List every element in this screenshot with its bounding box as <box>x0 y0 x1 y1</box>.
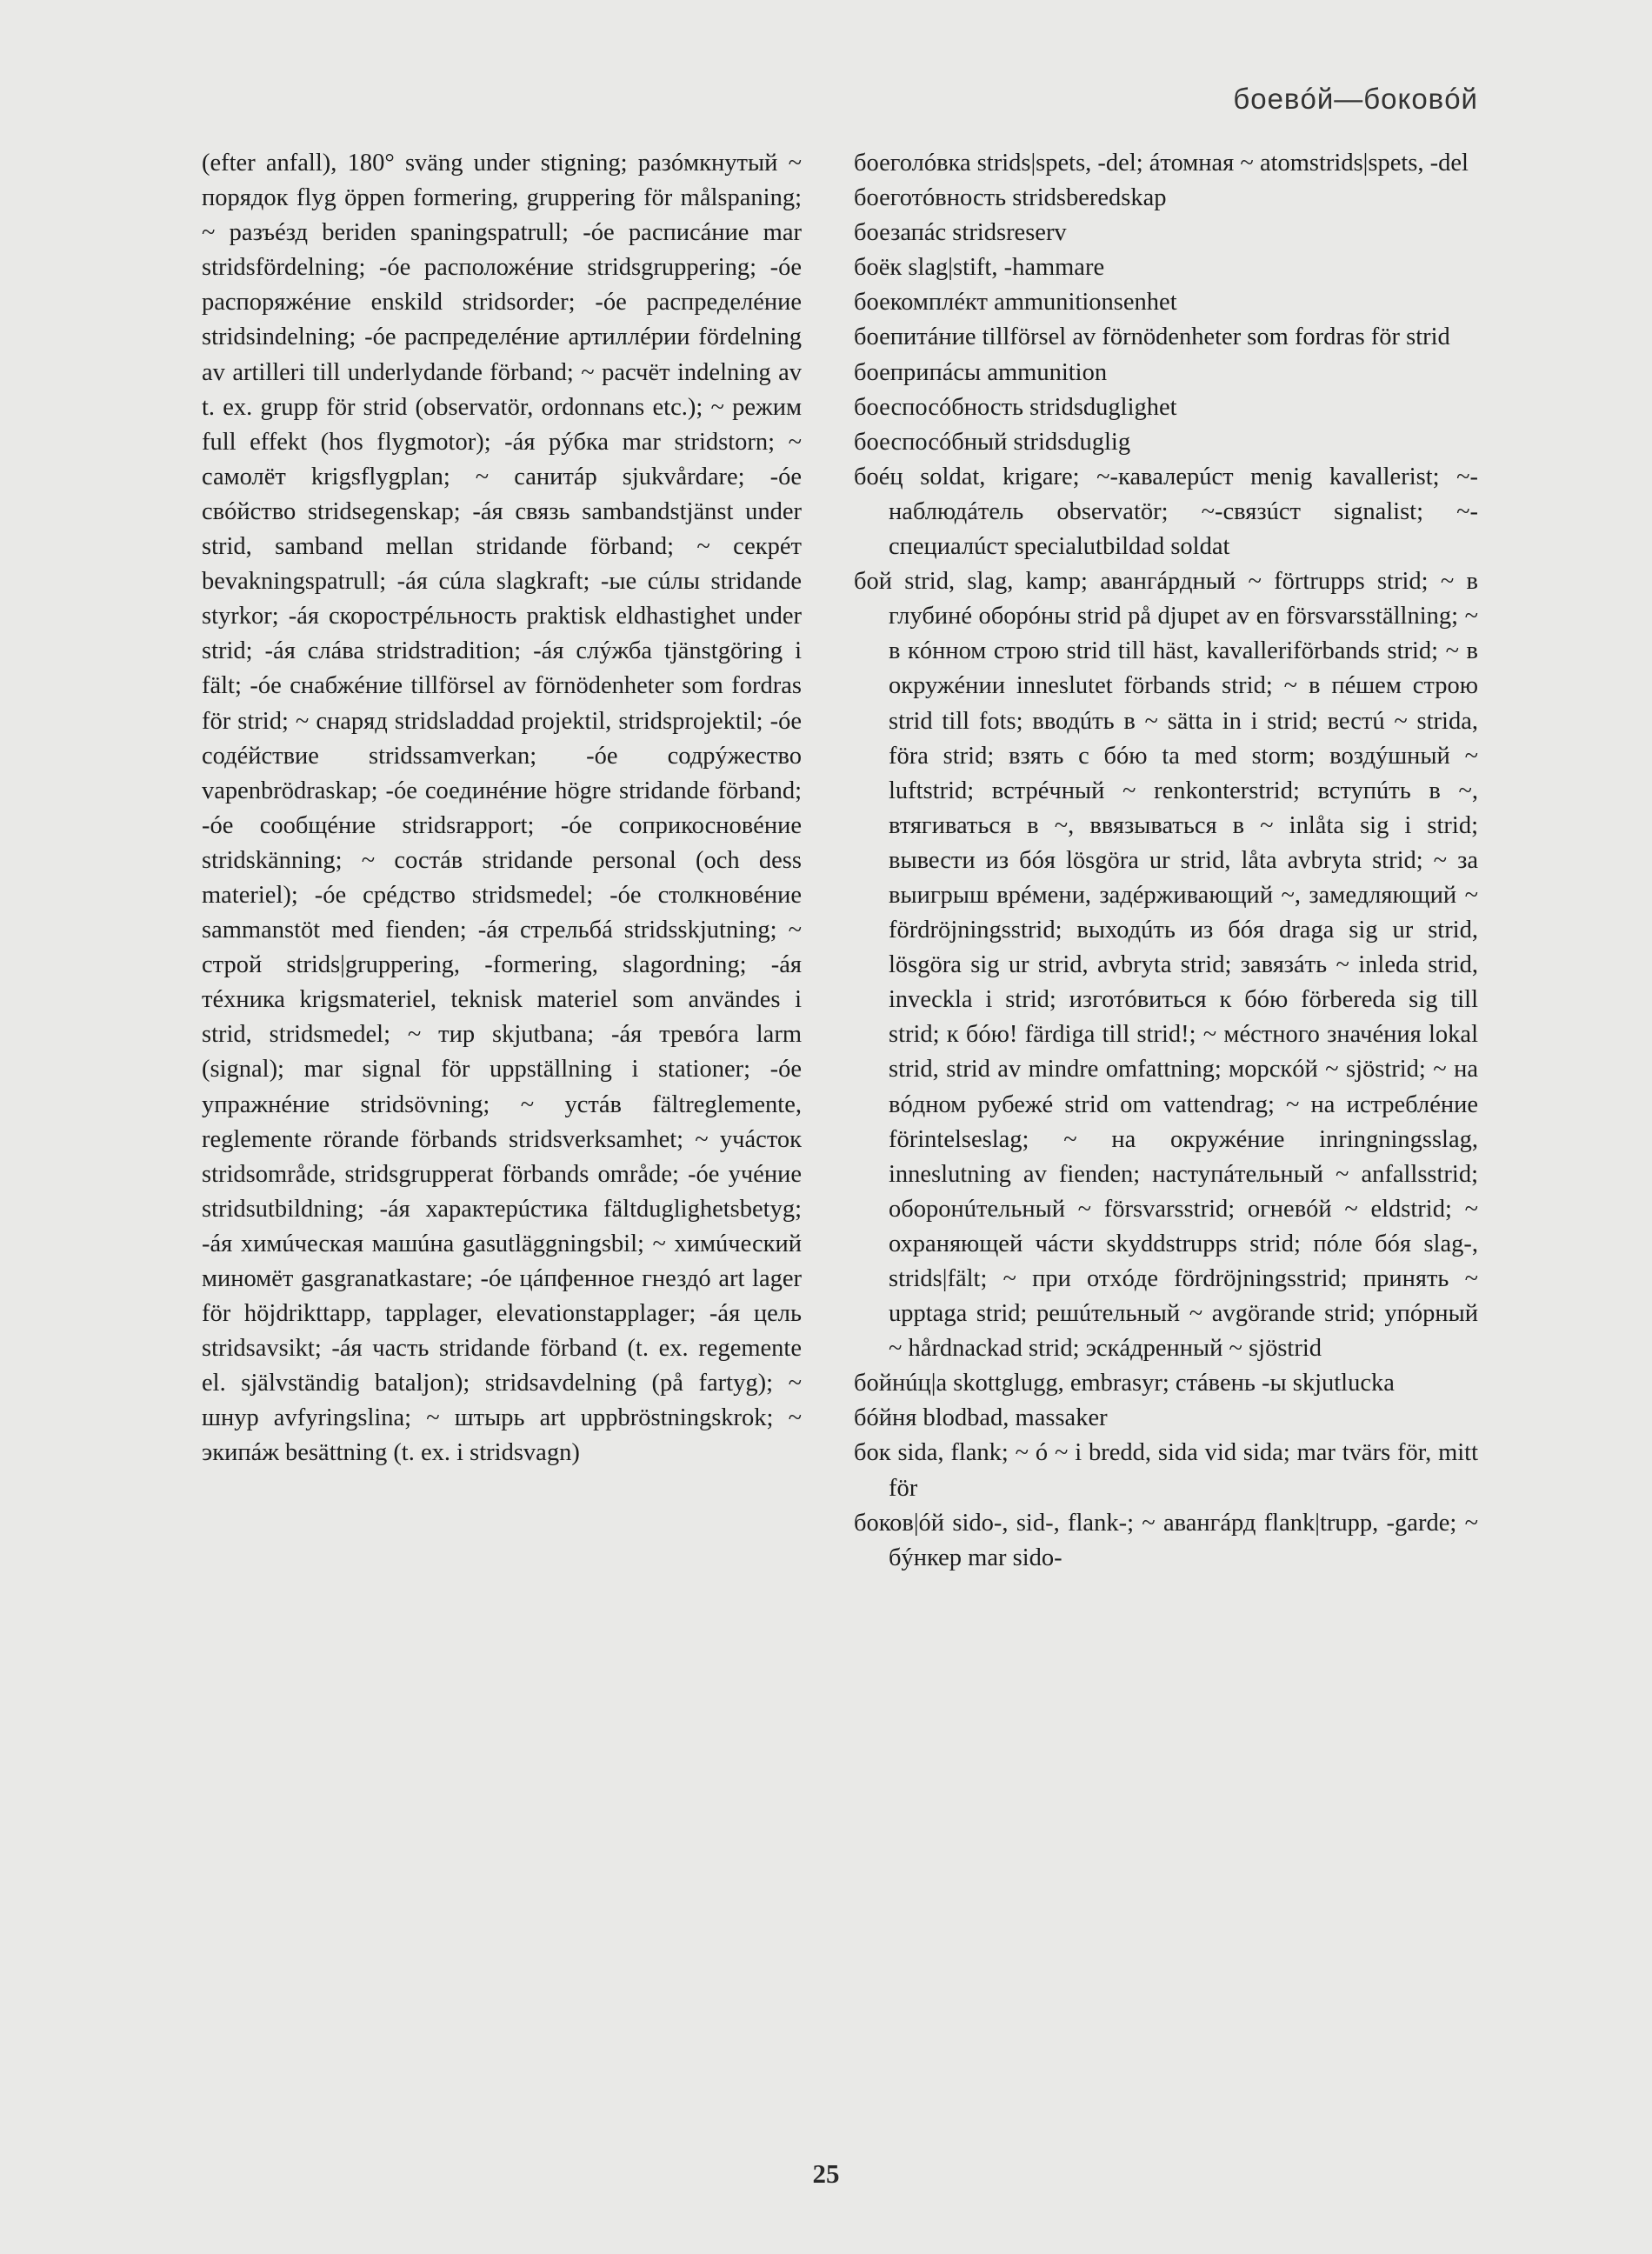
page-number: 25 <box>812 2158 840 2189</box>
entry-boekomplekt: боекомплéкт ammunitionsenhet <box>854 289 1177 317</box>
entry-boepripasy: боеприпáсы ammunition <box>854 358 1108 386</box>
entry-boynitsa: бойнúц|а skottglugg, embrasyr; стáвень -ы skjutlucka <box>854 1370 1395 1397</box>
entry-boegotovnost: боеготóвность stridsberedskap <box>854 184 1167 212</box>
right-column <box>854 146 1478 1576</box>
entry-boesposobnost: боеспосóбность stridsduglighet <box>854 393 1177 421</box>
left-column <box>202 146 802 1471</box>
entry-boesposobny: боеспосóбный stridsduglig <box>854 428 1131 456</box>
entry-continuation: (efter anfall), 180° sväng under stigning; разóмкнутый ~ порядок flyg öppen formering, gruppering för målspaning; ~ разъéзд beriden spaningspatrull; -óе расписáние mar stridsfördelning; -óе расположéние stridsgruppering; -óе распоряжéние enskild stridsorder; -óе распределéние stridsindelning; -óе распределéние артиллéрии fördelning av artilleri till underlydande förband; ~ расчёт indelning av t. ex. grupp för strid (observatör, ordonnans etc.); ~ режим full effekt (hos flygmotor); -áя рýбка mar stridstorn; ~ самолёт krigsflygplan; ~ санитáр sjukvårdare; -óе свóйство stridsegenskap; -áя связь sambandstjänst under strid, samband mellan stridande förband; ~ секрéт bevakningspatrull; -áя сúла slagkraft; -ые сúлы stridande styrkor; -áя скорострéльность praktisk eldhastighet under strid; -áя слáва stridstradition; -áя слýжба tjänstgöring i fält; -óе снабжéние tillförsel av förnödenheter som fordras för strid; ~ снаряд stridsladdad projektil, stridsprojektil; -óе содéйствие stridssamverkan; -óе содрýжество vapenbrödraskap; -óе соединéние högre stridande förband; -óе сообщéние stridsrapport; -óе соприкосновéние stridskänning; ~ состáв stridande personal (och dess materiel); -óе срéдство stridsmedel; -óе столкновéние sammanstöt med fienden; -áя стрельбá stridsskjutning; ~ строй strids|gruppering, -formering, slagordning; -áя тéхника krigsmateriel, teknisk materiel som användes i strid, stridsmedel; ~ тир skjutbana; -áя тревóга larm (signal); mar signal för uppställning i stationer; -óе упражнéние stridsövning; ~ устáв fältreglemente, reglemente rörande förbands stridsverksamhet; ~ учáсток stridsområde, stridsgrupperat förbands område; -óе учéние stridsutbildning; -áя характерúстика fältduglighetsbetyg; -áя химúческая машúна gasutläggningsbil; ~ химúческий миномёт gasgranatkastare; -óе цáпфенное гнездó art lager för höjdrikttapp, tapplager, elevationstapplager; -áя цель stridsavsikt; -áя часть stridande förband (t. ex. regemente el. självständig bataljon); stridsavdelning (på fartyg); ~ шнур avfyringslina; ~ штырь art uppbröstningskrok; ~ экипáж besättning (t. ex. i stridsvagn) <box>202 150 802 1467</box>
entry-bokovoy: боков|óй sido-, sid-, flank-; ~ авангáрд flank|trupp, -garde; ~ бýнкер mar sido- <box>854 1509 1478 1571</box>
entry-boyok: боёк slag|stift, -hammare <box>854 254 1105 282</box>
entry-boepitanie: боепитáние tillförsel av förnödenheter som fordras för strid <box>854 323 1450 351</box>
entry-boynya: бóйня blodbad, massaker <box>854 1404 1108 1432</box>
entry-boy: бой strid, slag, kamp; авангáрдный ~ förtrupps strid; ~ в глубинé оборóны strid på djupet av en försvarsställning; ~ в кóнном строю strid till häst, kavalleriförbands strid; ~ в окружéнии inneslutet förbands strid; ~ в пéшем строю strid till fots; вводúть в ~ sätta in i strid; вестú ~ strida, föra strid; взять с бóю ta med storm; воздýшный ~ luftstrid; встрéчный ~ renkonterstrid; вступúть в ~, втягиваться в ~, ввязываться в ~ inlåta sig i strid; вывести из бóя lösgöra ur strid, låta avbryta strid; ~ за выигрыш врéмени, задéрживающий ~, замедляющий ~ fördröjningsstrid; выходúть из бóя draga sig ur strid, lösgöra sig ur strid, avbryta strid; завязáть ~ inleda strid, inveckla i strid; изготóвиться к бóю förbereda sig till strid; к бóю! färdiga till strid!; ~ мéстного значéния lokal strid, strid av mindre omfattning; морскóй ~ sjöstrid; ~ на вóдном рубежé strid om vattendrag; ~ на истреблéние förintelseslag; ~ на окружéние inringningsslag, inneslutning av fienden; наступáтельный ~ anfallsstrid; оборонúтельный ~ försvarsstrid; огневóй ~ eldstrid; ~ охраняющей чáсти skyddstrupps strid; пóле бóя slag-, strids|fält; ~ при отхóде fördröjningsstrid; принять ~ upptaga strid; решúтельный ~ avgörande strid; упóрный ~ hårdnackad strid; эскáдренный ~ sjöstrid <box>854 568 1478 1363</box>
running-head: боевóй—боковóй <box>1233 83 1478 115</box>
entry-boezapas: боезапáс stridsreserv <box>854 219 1067 247</box>
entry-boegolovka: боеголóвка strids|spets, -del; áтомная ~ atomstrids|spets, -del <box>854 150 1469 177</box>
entry-bok: бок sida, flank; ~ ó ~ i bredd, sida vid sida; mar tvärs för, mitt för <box>854 1439 1478 1502</box>
entry-boets: боéц soldat, krigare; ~-кавалерúст menig kavallerist; ~-наблюдáтель observatör; ~-связúст signalist; ~-специалúст specialutbildad soldat <box>854 463 1478 561</box>
